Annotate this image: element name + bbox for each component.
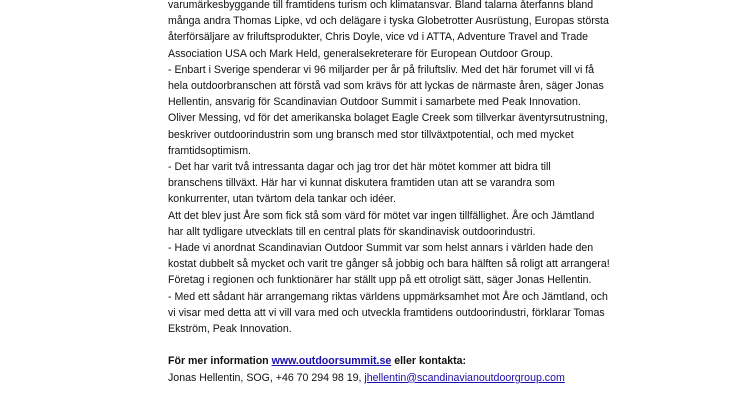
more-info-line: [168, 353, 738, 369]
website-link[interactable]: www.outdoorsummit.se: [271, 355, 392, 368]
contact-text: Jonas Hellentin, SOG, +46 70 294 98 19,: [168, 371, 365, 384]
paragraph-line: har allt tydligare utvecklats till en central plats för skandinavisk outdoorindustri.: [168, 225, 536, 238]
paragraph-line: framtidsoptimism.: [168, 144, 251, 157]
paragraph-line: kostat dubbelt så mycket och varit tre gånger så jobbig och bara hälften så roligt att arrangera!: [168, 258, 610, 271]
more-info-prefix: För mer information: [168, 355, 272, 368]
paragraph-line: branschens tillväxt. Här har vi kunnat diskutera framtiden utan att se varandra som: [168, 177, 555, 190]
paragraph-line: beskriver outdoorindustrin som ung bransch med stor tillväxtpotential, och med mycket: [168, 128, 574, 141]
paragraph-line: - Med ett sådant här arrangemang riktas världens uppmärksamhet mot Åre och Jämtland, och: [168, 290, 608, 303]
paragraph-line: konkurrenter, utan tvärtom dela tankar och idéer.: [168, 193, 396, 206]
paragraph-line: Företag i regionen och funktionärer har ställt upp på ett otroligt sätt, säger Jonas Hellentin.: [168, 274, 592, 287]
paragraph-line: Oliver Messing, vd för det amerikanska bolaget Eagle Creek som tillverkar äventyrsutrustning,: [168, 112, 608, 125]
document-body: [168, 0, 738, 386]
paragraph-line: Hellentin, ansvarig för Scandinavian Outdoor Summit i samarbete med Peak Innovation.: [168, 96, 581, 109]
paragraph-line: Ekström, Peak Innovation.: [168, 323, 292, 336]
paragraph-line: många andra Thomas Lipke, vd och delägare i tyska Globetrotter Ausrüstung, Europas största: [168, 15, 609, 28]
paragraph-line: återförsäljare av friluftsprodukter, Chris Doyle, vice vd i ATTA, Adventure Travel and Trade: [168, 31, 589, 44]
paragraph-line: hela outdoorbranschen att förstå vad som krävs för att lyckas de närmaste åren, säger Jonas: [168, 80, 604, 93]
paragraph-gap: [168, 337, 738, 353]
more-info-suffix: eller kontakta:: [391, 355, 467, 368]
paragraph-line: - Hade vi anordnat Scandinavian Outdoor Summit var som helst annars i världen hade den: [168, 242, 594, 255]
paragraph-line: - Det har varit två intressanta dagar och jag tror det här mötet kommer att bidra till: [168, 161, 551, 174]
paragraph-line: varumärkesbyggande till framtidens turism och klimatansvar. Bland talarna återfanns bland: [168, 0, 594, 11]
paragraph-line: Att det blev just Åre som fick stå som värd för mötet var ingen tillfällighet. Åre och Jämtland: [168, 209, 595, 222]
paragraph-line: - Enbart i Sverige spenderar vi 96 miljarder per år på friluftsliv. Med det här forumet vill vi få: [168, 63, 595, 76]
email-link[interactable]: jhellentin@scandinavianoutdoorgroup.com: [364, 371, 565, 384]
paragraph-line: vi visar med detta att vi vill vara med och utveckla framtidens outdoorindustri, förklarar Tomas: [168, 306, 605, 319]
paragraph-line: Association USA och Mark Held, generalsekreterare för European Outdoor Group.: [168, 47, 554, 60]
contact-line: [168, 370, 738, 386]
